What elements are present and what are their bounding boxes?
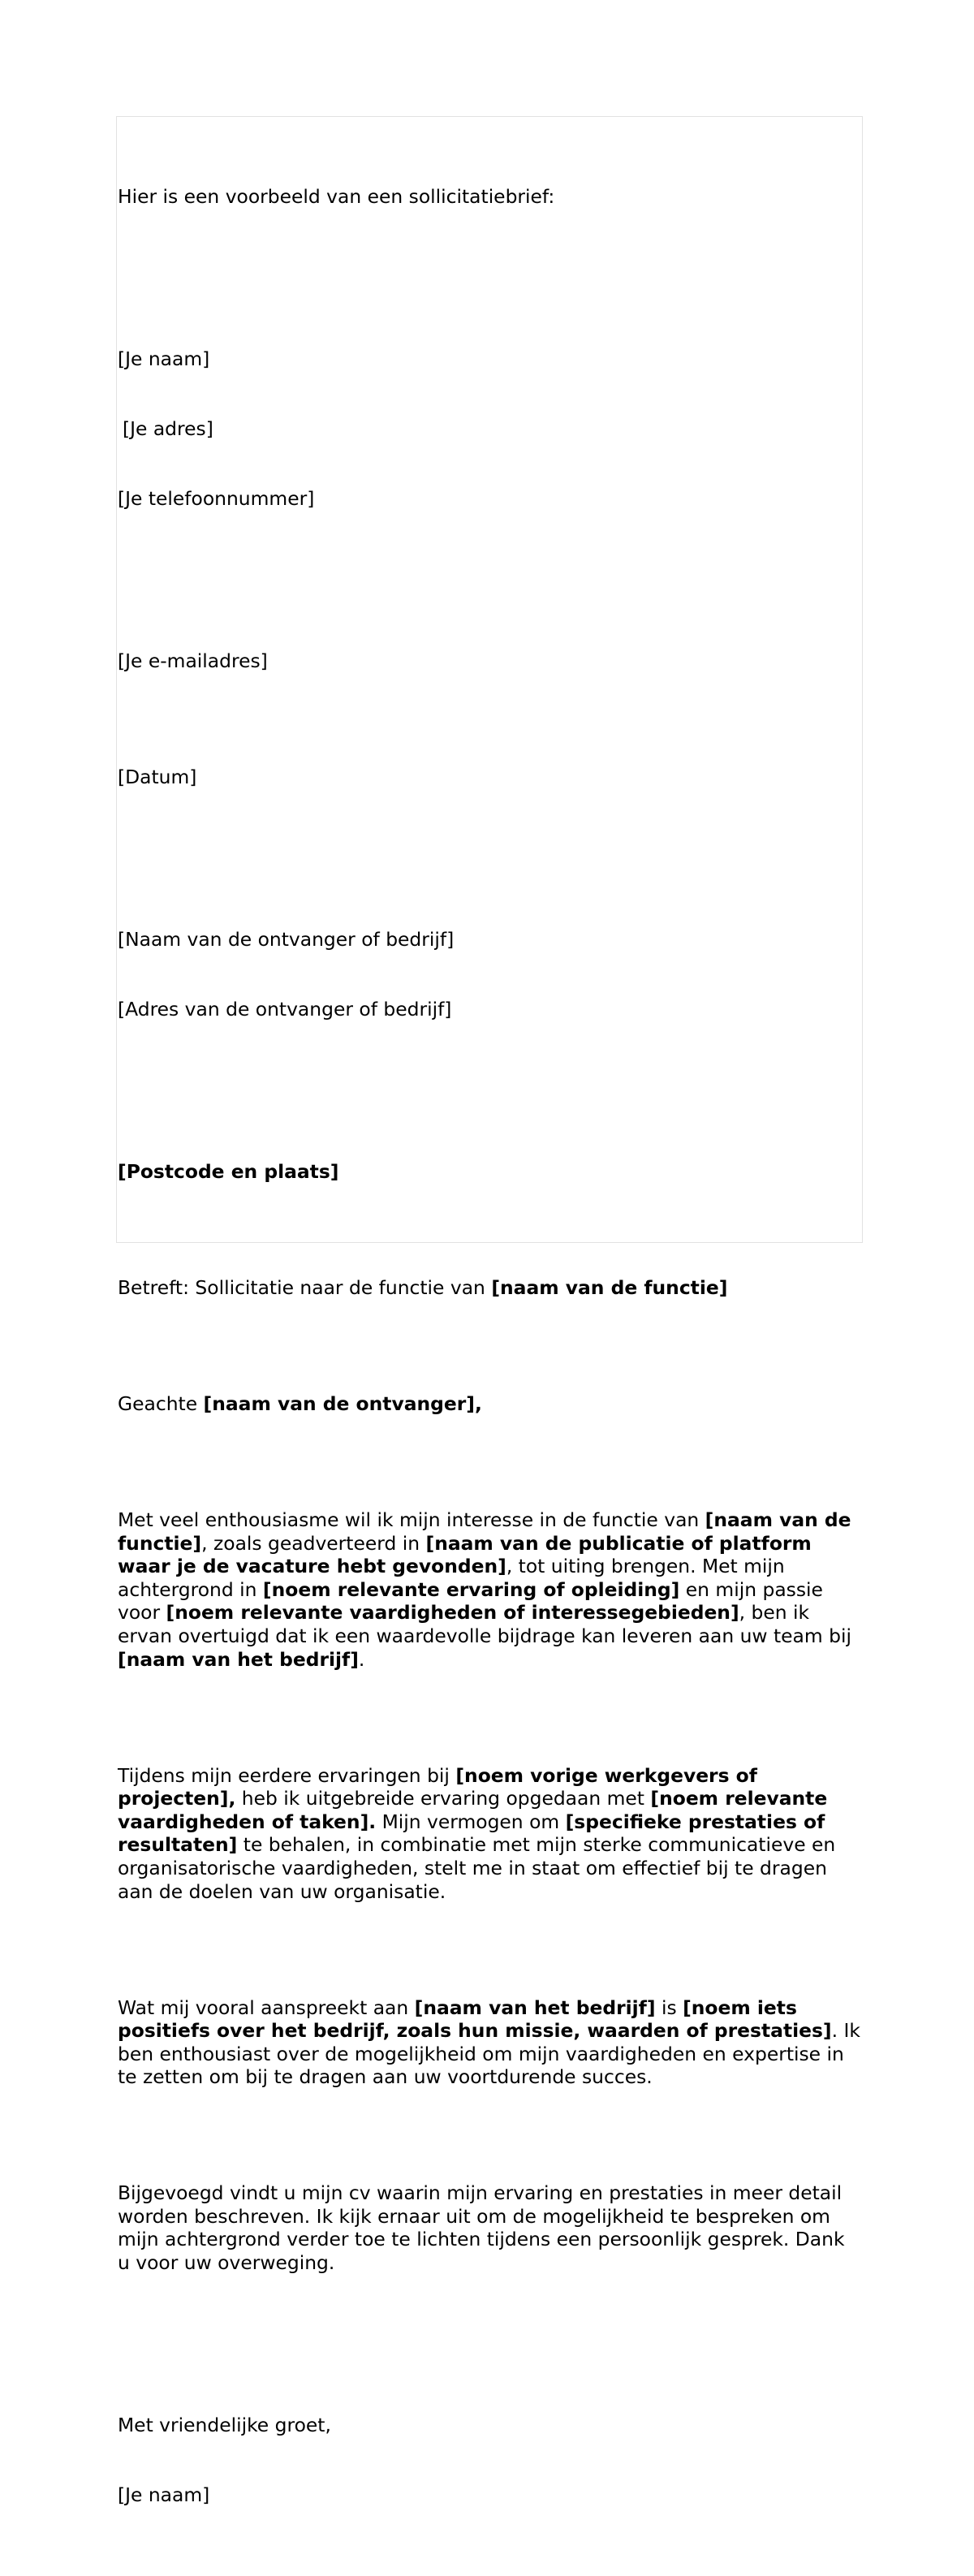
para1-segment: , ben ik ervan overtuigd dat ik een waardevolle bijdrage kan leveren aan uw team bij <box>118 1601 858 1647</box>
paragraph-1 <box>118 1508 860 1671</box>
letter-body <box>118 139 867 2576</box>
para1-segment: Met veel enthousiasme wil ik mijn interesse in de functie van <box>118 1508 705 1532</box>
paragraph-2 <box>118 1764 860 1904</box>
para1-segment: , zoals geadverteerd in <box>201 1531 426 1555</box>
recipient-block <box>118 882 860 1068</box>
para1-segment: [noem relevante ervaring of opleiding] <box>262 1577 680 1601</box>
para1-segment: [naam van het bedrijf] <box>118 1647 359 1671</box>
paragraph-4: Bijgevoegd vindt u mijn cv waarin mijn ervaring en prestaties in meer detail worden beschreven. Ik kijk ernaar uit om de mogelijkheid te bespreken om mijn achtergrond verder toe te lichten tijdens een persoonlijk gesprek. Dank u voor uw overweging. <box>118 2181 851 2275</box>
para3-segment: is <box>655 1996 683 2019</box>
para3-segment: Wat mij vooral aanspreekt aan <box>118 1996 415 2019</box>
sender-phone: [Je telefoonnummer] <box>118 486 315 510</box>
paragraph-3 <box>118 1996 867 2089</box>
closing-block <box>118 2367 860 2553</box>
sender-block <box>118 301 860 557</box>
para1-segment: , tot uiting brengen. Met mijn achtergrond in <box>118 1555 791 1601</box>
para2-segment: Tijdens mijn eerdere ervaringen bij <box>118 1763 456 1787</box>
para2-segment: Mijn vermogen om <box>376 1810 566 1833</box>
intro-text: Hier is een voorbeeld van een sollicitatiebrief: <box>118 185 555 209</box>
recipient-postcode <box>118 1160 860 1184</box>
recipient-postcode-text: [Postcode en plaats] <box>118 1160 339 1184</box>
letter-date: [Datum] <box>118 766 197 789</box>
salutation-prefix: Geachte <box>118 1392 204 1416</box>
para1-segment: [naam van de functie] <box>118 1508 858 1555</box>
subject-bold: [naam van de functie] <box>491 1276 728 1300</box>
para3-segment: [naam van het bedrijf] <box>414 1996 656 2019</box>
para3-segment: [noem iets positiefs over het bedrijf, zoals hun missie, waarden of prestaties] <box>118 1996 832 2043</box>
para1-segment: [noem relevante vaardigheden of interessegebieden] <box>166 1601 739 1625</box>
sender-email: [Je e-mailadres] <box>118 649 268 673</box>
para2-segment: [noem relevante vaardigheden of taken]. <box>118 1787 834 1833</box>
para2-segment: te behalen, in combinatie met mijn sterke communicatieve en organisatorische vaardigheden, stelt me in staat om effectief bij te dragen aan de doelen van uw organisatie. <box>118 1833 842 1903</box>
recipient-address: [Adres van de ontvanger of bedrijf] <box>118 997 452 1020</box>
para1-segment: en mijn passie voor <box>118 1577 830 1625</box>
para2-segment: [noem vorige werkgevers of projecten], <box>118 1763 765 1810</box>
para2-segment: heb ik uitgebreide ervaring opgedaan met <box>235 1787 651 1810</box>
sender-name: [Je naam] <box>118 347 210 371</box>
closing-text: Met vriendelijke groet, <box>118 2414 331 2437</box>
salutation <box>118 1392 860 1416</box>
para2-segment: [specifieke prestaties of resultaten] <box>118 1810 832 1857</box>
subject-line <box>118 1276 860 1300</box>
para1-segment: . <box>358 1647 365 1671</box>
sender-address: [Je adres] <box>123 417 213 441</box>
para1-segment: [naam van de publicatie of platform waar je de vacature hebt gevonden] <box>118 1531 818 1578</box>
subject-prefix: Betreft: Sollicitatie naar de functie van <box>118 1276 492 1300</box>
recipient-name: [Naam van de ontvanger of bedrijf] <box>118 928 455 951</box>
salutation-bold: [naam van de ontvanger], <box>203 1392 482 1416</box>
para3-segment: . Ik ben enthousiast over de mogelijkheid om mijn vaardigheden en expertise in te zetten om bij te dragen aan uw voortdurende succes. <box>118 2019 867 2089</box>
signature: [Je naam] <box>118 2483 210 2506</box>
